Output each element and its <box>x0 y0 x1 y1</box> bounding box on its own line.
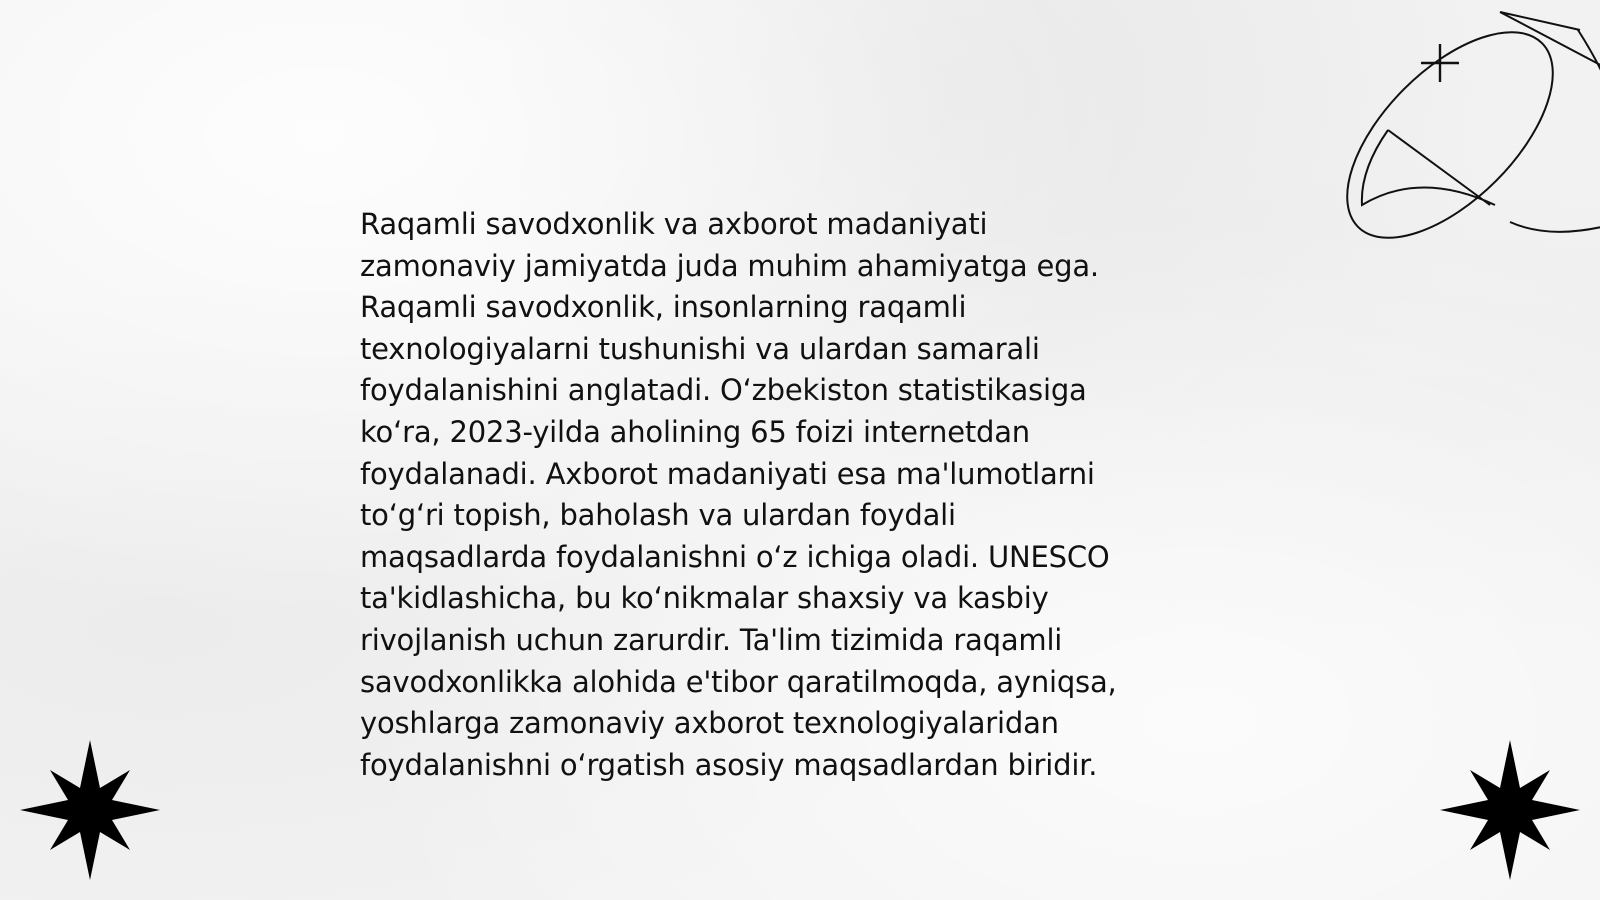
star-shape-left <box>20 740 160 880</box>
orbit-arc-2 <box>1500 12 1600 120</box>
orbit-lines-icon <box>1320 0 1600 300</box>
four-point-star-icon <box>20 740 160 880</box>
orbit-tail-4 <box>1510 222 1600 232</box>
star-shape-right <box>1440 740 1580 880</box>
four-point-star-icon <box>1440 740 1580 880</box>
slide-body-text: Raqamli savodxonlik va axborot madaniyati zamonaviy jamiyatda juda muhim ahamiyatga ega. Raqamli savodxonlik, insonlarning raqamli texnologiyalarni tushunishi va ulardan samarali foydalanishini anglatadi. O‘zbekiston statistikasiga ko‘ra, 2023-yilda aholining 65 foizi internetdan foydalanadi. Axborot madaniyati esa ma'lumotlarni to‘g‘ri topish, baholash va ulardan foydali maqsadlarda foydalanishni o‘z ichiga oladi. UNESCO ta'kidlashicha, bu ko‘nikmalar shaxsiy va kasbiy rivojlanish uchun zarurdir. Ta'lim tizimida raqamli savodxonlikka alohida e'tibor qaratilmoqda, ayniqsa, yoshlarga zamonaviy axborot texnologiyalaridan foydalanishni o‘rgatish asosiy maqsadlardan biridir. <box>360 207 1117 782</box>
orbit-line-3 <box>1362 130 1495 205</box>
